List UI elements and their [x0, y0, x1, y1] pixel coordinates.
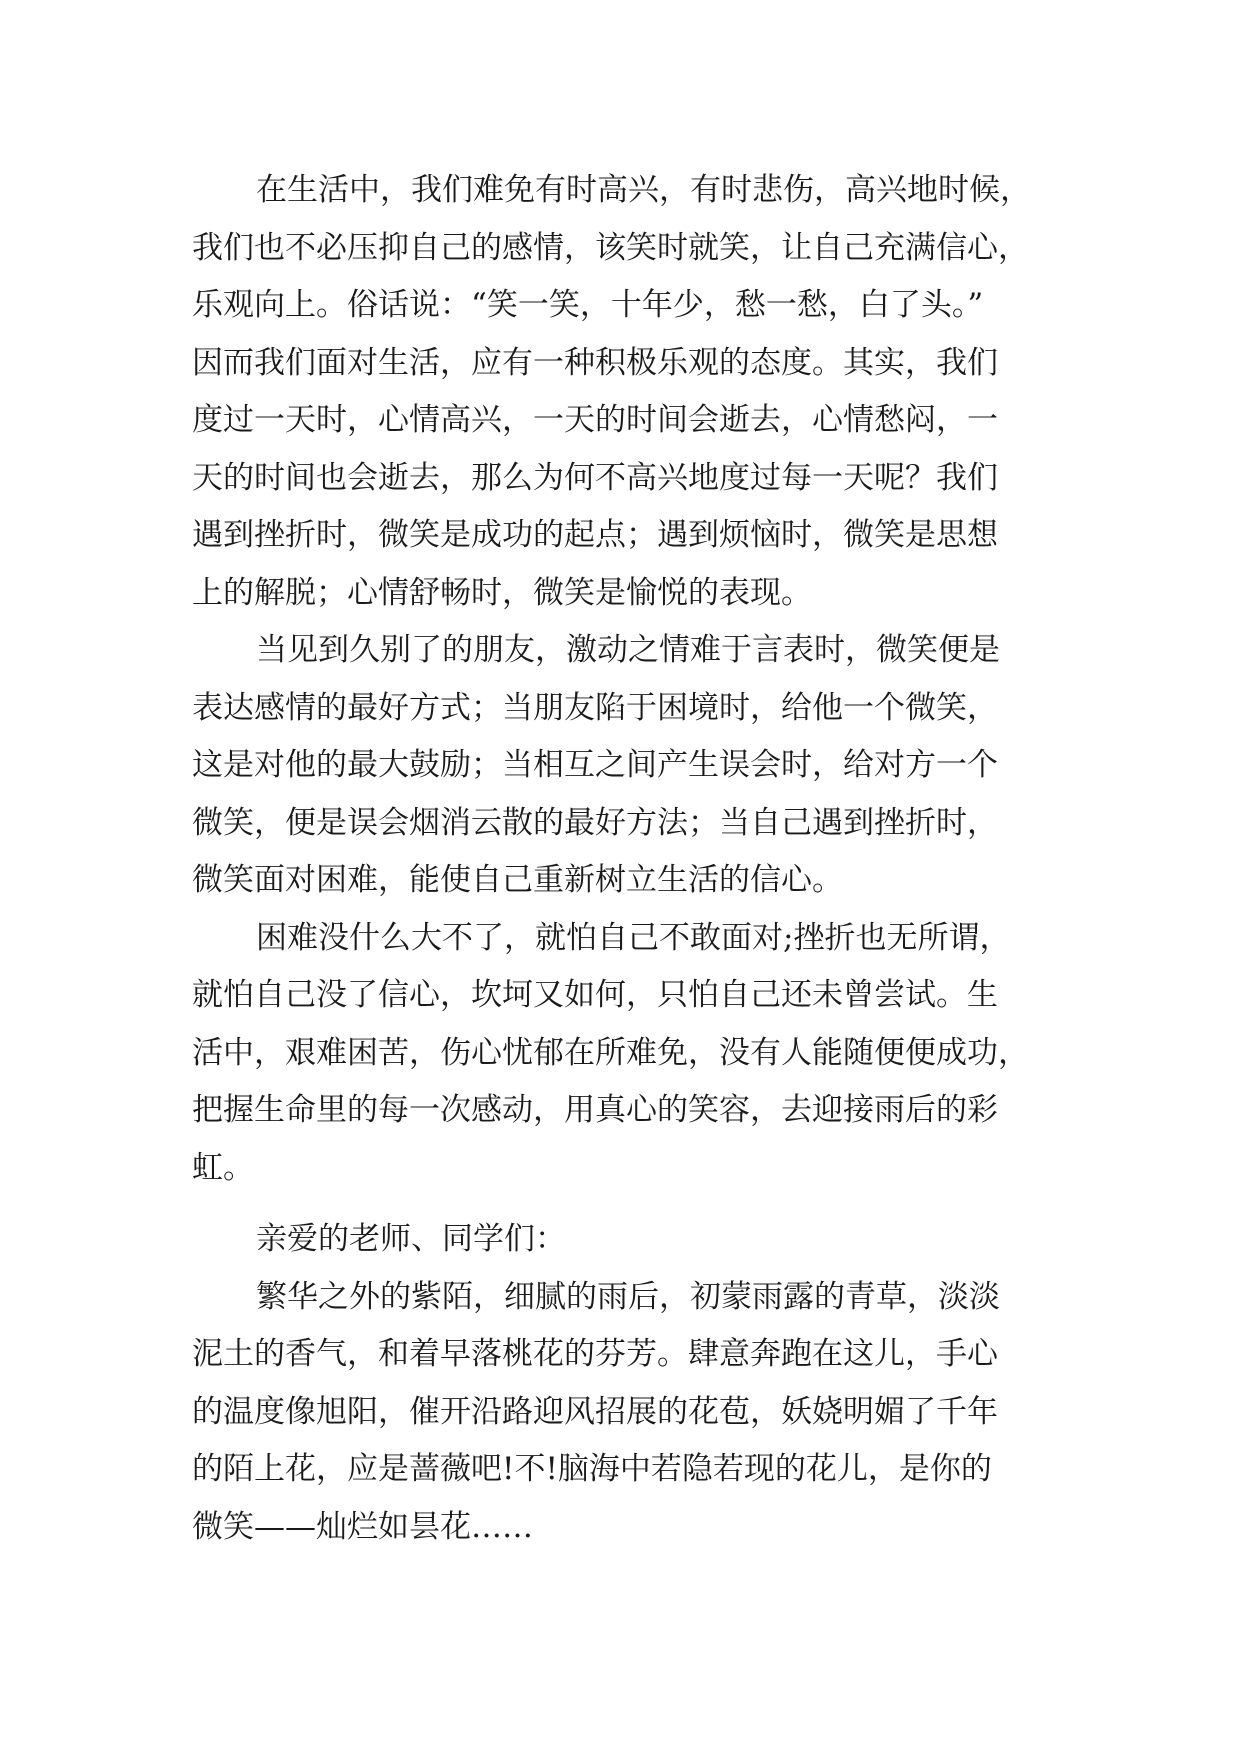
paragraph-line: 乐观向上。俗话说：“笑一笑，十年少，愁一愁，白了头。”	[192, 287, 984, 323]
paragraph-line: 把握生命里的每一次感动，用真心的笑容，去迎接雨后的彩	[192, 1092, 998, 1128]
paragraph-line: 繁华之外的紫陌，细腻的雨后，初蒙雨露的青草，淡淡	[256, 1278, 1000, 1315]
paragraph-line: 我们也不必压抑自己的感情，该笑时就笑，让自己充满信心，	[192, 229, 1029, 266]
paragraph	[192, 1269, 1072, 1557]
paragraph-line: 活中，艰难困苦，伤心忧郁在所难免，没有人能随便便成功，	[192, 1034, 1029, 1071]
greeting	[192, 1211, 1072, 1269]
greeting-line: 亲爱的老师、同学们：	[256, 1221, 566, 1257]
paragraph-line: 虹。	[192, 1149, 254, 1186]
paragraph	[192, 162, 1072, 622]
paragraph-line: 因而我们面对生活，应有一种积极乐观的态度。其实，我们	[192, 344, 998, 381]
paragraph-line: 表达感情的最好方式；当朋友陷于困境时，给他一个微笑，	[192, 689, 998, 726]
paragraph-line: 遇到挫折时，微笑是成功的起点；遇到烦恼时，微笑是思想	[192, 517, 998, 553]
paragraph-line: 就怕自己没了信心，坎坷又如何，只怕自己还未曾尝试。生	[192, 977, 998, 1013]
paragraph-line: 当见到久别了的朋友，激动之情难于言表时，微笑便是	[256, 632, 1000, 668]
paragraph-line: 困难没什么大不了，就怕自己不敢面对;挫折也无所谓，	[256, 919, 1011, 956]
paragraph-line: 天的时间也会逝去，那么为何不高兴地度过每一天呢？我们	[192, 459, 998, 496]
essay-body	[192, 162, 1072, 1556]
paragraph-line: 微笑——灿烂如昙花……	[192, 1508, 533, 1545]
paragraph-line: 微笑，便是误会烟消云散的最好方法；当自己遇到挫折时，	[192, 804, 998, 841]
paragraph-line: 的陌上花，应是蔷薇吧!不!脑海中若隐若现的花儿，是你的	[192, 1451, 992, 1487]
paragraph	[192, 622, 1072, 910]
paragraph-line: 在生活中，我们难免有时高兴，有时悲伤，高兴地时候，	[256, 172, 1031, 208]
paragraph-line: 上的解脱；心情舒畅时，微笑是愉悦的表现。	[192, 574, 812, 611]
paragraph-line: 度过一天时，心情高兴，一天的时间会逝去，心情愁闷，一	[192, 402, 998, 438]
paragraph-line: 微笑面对困难，能使自己重新树立生活的信心。	[192, 862, 843, 898]
paragraph-line: 这是对他的最大鼓励；当相互之间产生误会时，给对方一个	[192, 747, 998, 783]
paragraph	[192, 910, 1072, 1198]
paragraph-line: 泥土的香气，和着早落桃花的芬芳。肆意奔跑在这儿，手心	[192, 1336, 998, 1372]
paragraph-line: 的温度像旭阳，催开沿路迎风招展的花苞，妖娆明媚了千年	[192, 1393, 998, 1430]
paragraph-gap	[192, 1197, 1072, 1211]
